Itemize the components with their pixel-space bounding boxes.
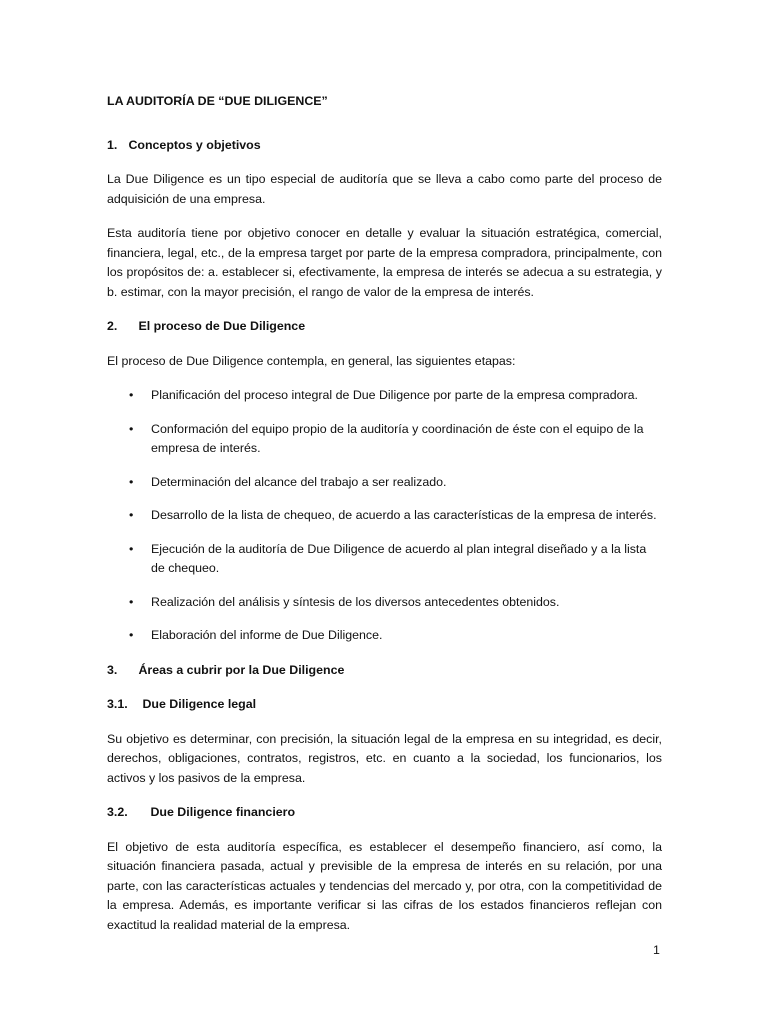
section-number: 3.2.	[107, 805, 128, 819]
bullet-icon: •	[129, 541, 134, 556]
paragraph: El objetivo de esta auditoría específica, es establecer el desempeño financiero, así como, la situación financiera pasada, actual y previsible de la empresa de interés en su relación, por una parte, con las características actuales y tendencias del mercado y, por otra, con la competitividad de la empresa. Además, es importante verificar si las cifras de los estados financieros reflejan con exactitud la realidad material de la empresa.	[107, 839, 662, 932]
paragraph: Su objetivo es determinar, con precisión, la situación legal de la empresa en su integridad, es decir, derechos, obligaciones, contratos, registros, etc. en cuanto a la sociedad, los funcionarios, los activos y los pasivos de la empresa.	[107, 731, 662, 785]
list-item	[107, 386, 662, 406]
stages-list	[107, 386, 662, 646]
section-number: 3.	[107, 662, 118, 677]
section-title: Conceptos y objetivos	[128, 137, 261, 152]
list-item-text: Elaboración del informe de Due Diligence.	[151, 628, 383, 642]
section-title: Due Diligence legal	[142, 697, 257, 711]
section-heading-3-2	[107, 803, 662, 823]
list-item	[107, 593, 662, 613]
list-item-text: Planificación del proceso integral de Due Diligence por parte de la empresa compradora.	[151, 388, 638, 402]
bullet-icon: •	[129, 474, 134, 489]
bullet-icon: •	[129, 594, 134, 609]
section-title: Due Diligence financiero	[150, 805, 296, 819]
list-item-text: Desarrollo de la lista de chequeo, de acuerdo a las características de la empresa de interés.	[151, 508, 657, 522]
section-number: 1.	[107, 137, 118, 152]
list-item-text: Determinación del alcance del trabajo a ser realizado.	[151, 474, 447, 489]
list-item	[107, 420, 662, 459]
paragraph: La Due Diligence es un tipo especial de auditoría que se lleva a cabo como parte del proceso de adquisición de una empresa.	[107, 172, 662, 206]
list-item-text: Ejecución de la auditoría de Due Diligence de acuerdo al plan integral diseñado y a la lista de chequeo.	[151, 541, 647, 575]
bullet-icon: •	[129, 508, 134, 522]
section-heading-3	[107, 661, 662, 681]
bullet-icon: •	[129, 421, 134, 436]
paragraph: El proceso de Due Diligence contempla, en general, las siguientes etapas:	[107, 353, 516, 368]
bullet-icon: •	[129, 628, 134, 642]
section-heading-2	[107, 317, 662, 337]
section-number: 3.1.	[107, 697, 128, 711]
section-heading-1	[107, 136, 662, 156]
list-item	[107, 506, 662, 526]
paragraph: Esta auditoría tiene por objetivo conocer en detalle y evaluar la situación estratégica, comercial, financiera, legal, etc., de la empresa target por parte de la empresa compradora, principalmente, con los propósitos de: a. establecer si, efectivamente, la empresa de interés se adecua a su estrategia, y b. estimar, con la mayor precisión, el rango de valor de la empresa de interés.	[107, 226, 662, 299]
section-title: Áreas a cubrir por la Due Diligence	[138, 662, 345, 677]
section-number: 2.	[107, 319, 118, 333]
list-item	[107, 626, 662, 646]
list-item	[107, 540, 662, 579]
section-title: El proceso de Due Diligence	[138, 319, 306, 333]
list-item	[107, 473, 662, 493]
document-body	[107, 92, 662, 950]
page-number: 1	[653, 943, 660, 957]
document-title: LA AUDITORÍA DE “DUE DILIGENCE”	[107, 94, 328, 108]
bullet-icon: •	[129, 388, 134, 402]
section-heading-3-1	[107, 695, 662, 715]
list-item-text: Realización del análisis y síntesis de los diversos antecedentes obtenidos.	[151, 594, 560, 609]
list-item-text: Conformación del equipo propio de la auditoría y coordinación de éste con el equipo de la empresa de interés.	[151, 421, 644, 455]
